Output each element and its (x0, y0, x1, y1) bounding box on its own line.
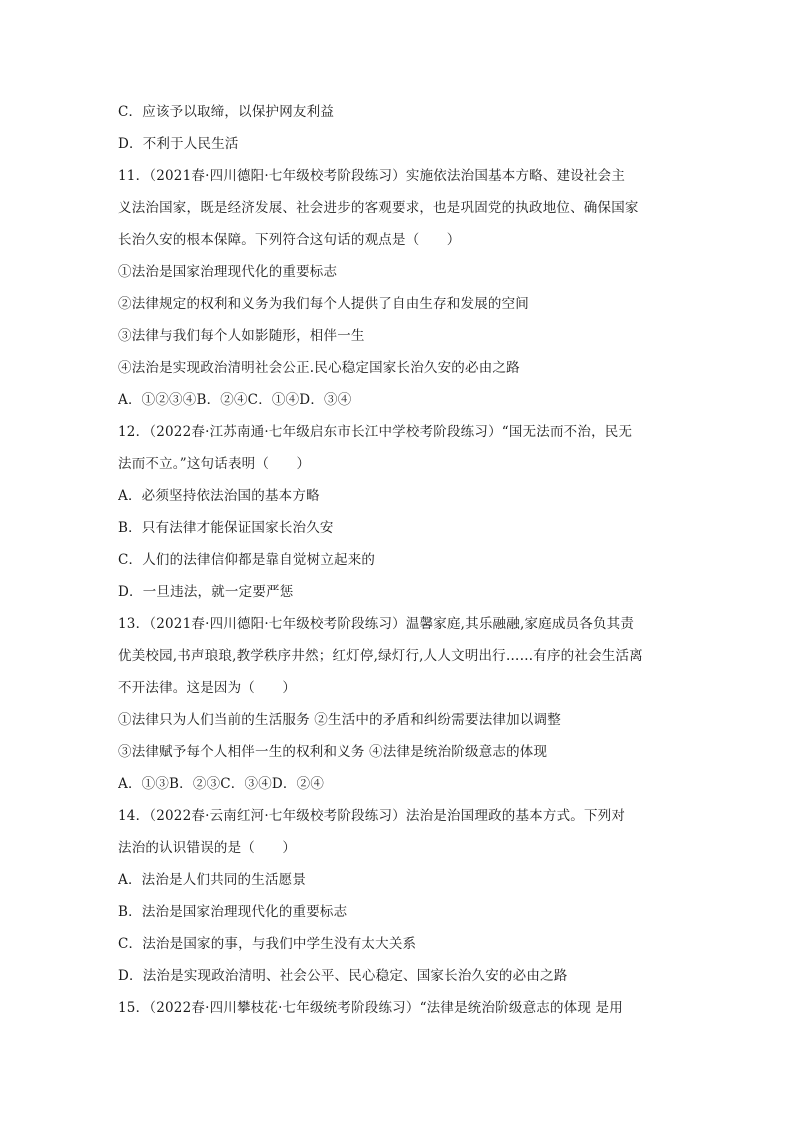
line-question-13-a: 13．（2021春·四川德阳·七年级校考阶段练习）温馨家庭,其乐融融,家庭成员各负其责 (118, 616, 635, 632)
line-q13-options: A．①③B．②③C．③④D．②④ (118, 776, 325, 792)
line-question-11-a: 11．（2021春·四川德阳·七年级校考阶段练习）实施依法治国基本方略、建设社会主 (118, 168, 626, 184)
line-q11-options: A．①②③④B．②④C．①④D．③④ (118, 392, 352, 408)
line-question-14-a: 14．（2022春·云南红河·七年级校考阶段练习）法治是治国理政的基本方式。下列对 (118, 808, 626, 824)
line-q14-option-b: B．法治是国家治理现代化的重要标志 (118, 904, 348, 920)
line-q12-option-a: A．必须坚持依法治国的基本方略 (118, 488, 320, 504)
line-q11-statement-3: ③法律与我们每个人如影随形，相伴一生 (118, 328, 365, 344)
line-q13-statements-1: ①法律只为人们当前的生活服务 ②生活中的矛盾和纠纷需要法律加以调整 (118, 712, 561, 728)
line-q14-option-c: C．法治是国家的事，与我们中学生没有太大关系 (118, 936, 417, 952)
line-question-13-b: 优美校园,书声琅琅,教学秩序井然；红灯停,绿灯行,人人文明出行……有序的社会生活离 (118, 648, 643, 664)
line-q12-option-b: B．只有法律才能保证国家长治久安 (118, 520, 334, 536)
line-question-11-b: 义法治国家，既是经济发展、社会进步的客观要求，也是巩固党的执政地位、确保国家 (118, 200, 639, 216)
line-option-d-q10: D．不利于人民生活 (118, 136, 239, 152)
line-q14-option-d: D．法治是实现政治清明、社会公平、民心稳定、国家长治久安的必由之路 (118, 968, 568, 984)
line-q14-option-a: A．法治是人们共同的生活愿景 (118, 872, 307, 888)
line-question-11-c: 长治久安的根本保障。下列符合这句话的观点是（ ） (118, 232, 461, 248)
line-q12-option-c: C．人们的法律信仰都是靠自觉树立起来的 (118, 552, 376, 568)
line-question-14-b: 法治的认识错误的是（ ） (118, 840, 297, 856)
line-question-12-a: 12．（2022春·江苏南通·七年级启东市长江中学校考阶段练习）“国无法而不治，民无 (118, 424, 633, 440)
line-q11-statement-2: ②法律规定的权利和义务为我们每个人提供了自由生存和发展的空间 (118, 296, 529, 312)
line-question-13-c: 不开法律。这是因为（ ） (118, 680, 297, 696)
document-page (118, 96, 684, 1024)
line-q12-option-d: D．一旦违法，就一定要严惩 (118, 584, 294, 600)
line-q11-statement-1: ①法治是国家治理现代化的重要标志 (118, 264, 338, 280)
line-q11-statement-4: ④法治是实现政治清明社会公正.民心稳定国家长治久安的必由之路 (118, 360, 520, 376)
line-option-c-q10: C．应该予以取缔，以保护网友利益 (118, 104, 335, 120)
line-question-15-a: 15．（2022春·四川攀枝花·七年级统考阶段练习）“法律是统治阶级意志的体现 是用 (118, 1000, 623, 1016)
line-q13-statements-2: ③法律赋予每个人相伴一生的权利和义务 ④法律是统治阶级意志的体现 (118, 744, 548, 760)
line-question-12-b: 法而不立。”这句话表明（ ） (118, 456, 311, 472)
